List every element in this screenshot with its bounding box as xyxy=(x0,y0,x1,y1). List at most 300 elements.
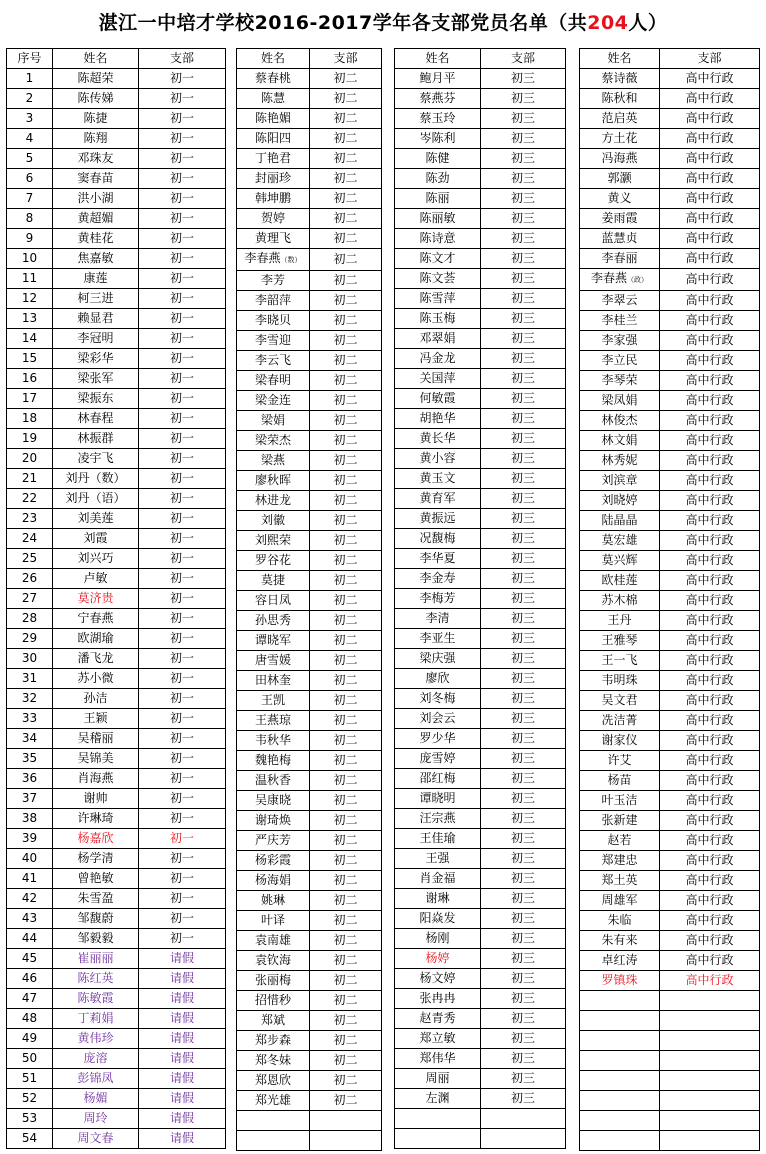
table-row xyxy=(395,629,566,649)
table-row xyxy=(395,489,566,509)
member-branch: 高中行政 xyxy=(660,851,760,871)
member-branch: 高中行政 xyxy=(660,311,760,331)
member-name-text: 焦嘉敏 xyxy=(77,251,114,265)
member-branch: 初三 xyxy=(481,1029,566,1049)
member-branch: 初三 xyxy=(481,629,566,649)
member-name-text: 李立民 xyxy=(601,353,638,367)
member-branch: 初一 xyxy=(139,109,226,129)
member-name-text: 吴锦美 xyxy=(77,751,114,765)
member-branch: 高中行政 xyxy=(660,229,760,249)
table-row xyxy=(237,911,382,931)
member-name-text: 黄小容 xyxy=(419,451,456,465)
row-number: 32 xyxy=(7,689,53,709)
table-row xyxy=(237,189,382,209)
member-name-text: 梁彩华 xyxy=(77,351,114,365)
member-name xyxy=(580,149,660,169)
empty-cell xyxy=(310,1131,382,1151)
member-name-text: 范启英 xyxy=(601,111,638,125)
table-row xyxy=(7,649,226,669)
member-branch: 初三 xyxy=(481,889,566,909)
table-row xyxy=(580,531,760,551)
member-branch: 初三 xyxy=(481,829,566,849)
table-row xyxy=(7,389,226,409)
member-name xyxy=(237,311,310,331)
member-name xyxy=(580,951,660,971)
member-name xyxy=(580,851,660,871)
member-name xyxy=(53,1049,139,1069)
member-branch: 高中行政 xyxy=(660,691,760,711)
table-row xyxy=(580,931,760,951)
empty-cell xyxy=(580,1111,660,1131)
empty-cell xyxy=(395,1109,481,1129)
member-name xyxy=(395,309,481,329)
header-name: 姓名 xyxy=(395,49,481,69)
member-name xyxy=(237,1011,310,1031)
member-name xyxy=(53,949,139,969)
member-name-text: 廖欣 xyxy=(425,671,450,685)
member-name xyxy=(53,169,139,189)
member-branch: 高中行政 xyxy=(660,791,760,811)
member-branch: 初一 xyxy=(139,229,226,249)
member-branch: 初一 xyxy=(139,469,226,489)
member-branch: 初一 xyxy=(139,749,226,769)
header-branch: 支部 xyxy=(660,49,760,69)
table-row xyxy=(395,969,566,989)
member-branch: 初一 xyxy=(139,369,226,389)
member-name-text: 陈超荣 xyxy=(77,71,114,85)
member-table-group-1 xyxy=(6,48,226,1149)
member-name xyxy=(237,371,310,391)
table-row xyxy=(395,549,566,569)
member-name-text: 何敏霞 xyxy=(419,391,456,405)
member-branch: 高中行政 xyxy=(660,671,760,691)
member-name xyxy=(395,809,481,829)
member-name-text: 黄伟珍 xyxy=(77,1031,114,1045)
member-branch: 初三 xyxy=(481,309,566,329)
member-name-text: 叶玉洁 xyxy=(601,793,638,807)
member-name xyxy=(395,649,481,669)
member-branch: 初一 xyxy=(139,189,226,209)
table-row xyxy=(395,529,566,549)
member-name xyxy=(237,331,310,351)
header-name: 姓名 xyxy=(237,49,310,69)
member-branch: 初一 xyxy=(139,929,226,949)
table-row xyxy=(7,369,226,389)
row-number: 28 xyxy=(7,609,53,629)
table-row xyxy=(7,329,226,349)
member-name-text: 梁金连 xyxy=(254,393,291,407)
member-name xyxy=(395,509,481,529)
table-row xyxy=(580,511,760,531)
table-row xyxy=(580,411,760,431)
table-row xyxy=(395,769,566,789)
table-row xyxy=(7,1069,226,1089)
table-row xyxy=(580,951,760,971)
member-name-text: 苏木棉 xyxy=(601,593,638,607)
member-name xyxy=(53,889,139,909)
table-row xyxy=(580,311,760,331)
table-row xyxy=(395,929,566,949)
member-branch: 初三 xyxy=(481,189,566,209)
member-branch: 高中行政 xyxy=(660,149,760,169)
member-branch: 初一 xyxy=(139,609,226,629)
member-name xyxy=(395,1089,481,1109)
member-branch: 初二 xyxy=(310,971,382,991)
member-name xyxy=(237,89,310,109)
row-number: 13 xyxy=(7,309,53,329)
member-name xyxy=(580,209,660,229)
member-name-text: 王丹 xyxy=(607,613,632,627)
member-branch: 高中行政 xyxy=(660,189,760,209)
member-name xyxy=(237,891,310,911)
row-number: 46 xyxy=(7,969,53,989)
member-name-text: 杨刚 xyxy=(425,931,450,945)
member-name-text: 陈诗意 xyxy=(419,231,456,245)
member-name-text: 凌宇飞 xyxy=(77,451,114,465)
member-name-text: 郭灏 xyxy=(607,171,632,185)
member-branch: 初二 xyxy=(310,791,382,811)
member-name xyxy=(580,169,660,189)
member-name-text: 冼洁菁 xyxy=(601,713,638,727)
member-name xyxy=(580,811,660,831)
member-name xyxy=(237,951,310,971)
member-name-text: 周雄军 xyxy=(601,893,638,907)
member-branch: 高中行政 xyxy=(660,931,760,951)
member-name-text: 刘兴巧 xyxy=(77,551,114,565)
member-name xyxy=(237,811,310,831)
member-name xyxy=(237,149,310,169)
member-name xyxy=(237,129,310,149)
member-name-text: 谢琳 xyxy=(425,891,450,905)
member-name xyxy=(237,431,310,451)
table-row xyxy=(580,149,760,169)
member-branch: 初二 xyxy=(310,391,382,411)
table-row xyxy=(395,1029,566,1049)
table-row xyxy=(580,971,760,991)
empty-cell xyxy=(580,1071,660,1091)
member-count: 204 xyxy=(587,12,629,34)
table-row xyxy=(237,89,382,109)
member-name xyxy=(580,291,660,311)
member-name-text: 袁钦海 xyxy=(254,953,291,967)
member-branch: 请假 xyxy=(139,1009,226,1029)
row-number: 16 xyxy=(7,369,53,389)
member-name xyxy=(53,729,139,749)
table-row xyxy=(580,771,760,791)
member-branch: 高中行政 xyxy=(660,951,760,971)
table-row xyxy=(7,209,226,229)
table-row xyxy=(395,169,566,189)
table-row xyxy=(580,109,760,129)
member-name-text: 莫兴辉 xyxy=(601,553,638,567)
member-branch: 高中行政 xyxy=(660,891,760,911)
member-branch: 初一 xyxy=(139,389,226,409)
table-row xyxy=(7,629,226,649)
empty-cell xyxy=(580,1051,660,1071)
member-name xyxy=(395,69,481,89)
member-branch: 初一 xyxy=(139,529,226,549)
member-name xyxy=(395,709,481,729)
table-row xyxy=(237,1031,382,1051)
member-name xyxy=(53,189,139,209)
member-name xyxy=(237,169,310,189)
table-row xyxy=(7,129,226,149)
row-number: 47 xyxy=(7,989,53,1009)
member-name-text: 林俊杰 xyxy=(601,413,638,427)
member-name-text: 丁莉娟 xyxy=(77,1011,114,1025)
member-name xyxy=(53,489,139,509)
member-branch: 初三 xyxy=(481,269,566,289)
member-name-text: 宁春燕 xyxy=(77,611,114,625)
table-row xyxy=(580,269,760,291)
table-row xyxy=(395,709,566,729)
member-name-text: 韦秋华 xyxy=(254,733,291,747)
table-row xyxy=(7,689,226,709)
member-name-text: 李芳 xyxy=(260,273,285,287)
table-row xyxy=(395,69,566,89)
row-number: 10 xyxy=(7,249,53,269)
member-name-text: 杨学清 xyxy=(77,851,114,865)
member-name-text: 岑陈利 xyxy=(419,131,456,145)
empty-cell xyxy=(580,1011,660,1031)
title-prefix: 湛江一中培才学校2016-2017学年各支部党员名单（共 xyxy=(98,12,588,34)
empty-row xyxy=(237,1131,382,1151)
table-row xyxy=(237,711,382,731)
member-name-text: 肖金福 xyxy=(419,871,456,885)
member-name-text: 李云飞 xyxy=(254,353,291,367)
table-row xyxy=(395,149,566,169)
member-branch: 初二 xyxy=(310,571,382,591)
member-branch: 高中行政 xyxy=(660,871,760,891)
empty-row xyxy=(395,1129,566,1149)
table-row xyxy=(7,1029,226,1049)
member-name xyxy=(53,1009,139,1029)
table-row xyxy=(237,771,382,791)
member-name xyxy=(580,551,660,571)
member-name xyxy=(53,669,139,689)
member-name-text: 丁艳君 xyxy=(254,151,291,165)
member-name xyxy=(580,531,660,551)
member-name xyxy=(237,651,310,671)
member-branch: 请假 xyxy=(139,1049,226,1069)
empty-row xyxy=(237,1111,382,1131)
member-branch: 初二 xyxy=(310,751,382,771)
table-row xyxy=(7,829,226,849)
table-row xyxy=(580,791,760,811)
member-name-note: （政） xyxy=(627,276,648,284)
member-table-group-4 xyxy=(579,48,760,1151)
member-name-text: 谭晓军 xyxy=(254,633,291,647)
member-branch: 初二 xyxy=(310,311,382,331)
member-branch: 初一 xyxy=(139,769,226,789)
member-name-text: 刘冬梅 xyxy=(419,691,456,705)
member-name xyxy=(395,1049,481,1069)
member-branch: 初一 xyxy=(139,849,226,869)
member-name xyxy=(395,109,481,129)
table-row xyxy=(395,729,566,749)
table-row xyxy=(580,891,760,911)
member-name xyxy=(580,331,660,351)
member-name-text: 林春程 xyxy=(77,411,114,425)
member-name xyxy=(395,329,481,349)
member-name xyxy=(237,249,310,271)
member-branch: 请假 xyxy=(139,949,226,969)
member-branch: 高中行政 xyxy=(660,169,760,189)
table-row xyxy=(580,711,760,731)
table-row xyxy=(580,451,760,471)
member-name xyxy=(237,411,310,431)
member-name-text: 彭锦凤 xyxy=(77,1071,114,1085)
member-branch: 高中行政 xyxy=(660,431,760,451)
member-name xyxy=(395,169,481,189)
member-branch: 初二 xyxy=(310,169,382,189)
table-row xyxy=(395,389,566,409)
table-row xyxy=(395,749,566,769)
member-branch: 初三 xyxy=(481,469,566,489)
member-name-text: 封丽珍 xyxy=(254,171,291,185)
member-name-text: 陈慧 xyxy=(260,91,285,105)
member-branch: 初三 xyxy=(481,909,566,929)
member-name xyxy=(395,129,481,149)
row-number: 5 xyxy=(7,149,53,169)
table-row xyxy=(580,69,760,89)
row-number: 54 xyxy=(7,1129,53,1149)
member-branch: 初一 xyxy=(139,149,226,169)
member-name xyxy=(395,429,481,449)
member-name-text: 苏小微 xyxy=(77,671,114,685)
member-name xyxy=(395,409,481,429)
member-name xyxy=(580,591,660,611)
member-name xyxy=(580,611,660,631)
row-number: 49 xyxy=(7,1029,53,1049)
row-number: 48 xyxy=(7,1009,53,1029)
table-row xyxy=(237,1051,382,1071)
table-row xyxy=(395,649,566,669)
member-branch: 初三 xyxy=(481,689,566,709)
member-name xyxy=(395,249,481,269)
row-number: 11 xyxy=(7,269,53,289)
member-branch: 初二 xyxy=(310,691,382,711)
member-name xyxy=(237,69,310,89)
table-row xyxy=(580,351,760,371)
empty-row xyxy=(580,1071,760,1091)
table-row xyxy=(7,1109,226,1129)
member-name-text: 阳焱发 xyxy=(419,911,456,925)
header-row xyxy=(580,49,760,69)
member-name xyxy=(395,89,481,109)
member-branch: 高中行政 xyxy=(660,291,760,311)
member-branch: 初三 xyxy=(481,69,566,89)
table-row xyxy=(7,489,226,509)
member-branch: 初一 xyxy=(139,689,226,709)
table-row xyxy=(580,911,760,931)
header-row xyxy=(237,49,382,69)
member-name-text: 方土花 xyxy=(601,131,638,145)
member-name xyxy=(580,671,660,691)
member-name xyxy=(395,589,481,609)
empty-cell xyxy=(660,1131,760,1151)
member-name xyxy=(580,691,660,711)
empty-cell xyxy=(237,1111,310,1131)
member-branch: 初三 xyxy=(481,929,566,949)
table-row xyxy=(237,891,382,911)
member-name-text: 李春燕 xyxy=(244,251,281,265)
member-name-text: 李春丽 xyxy=(601,251,638,265)
member-branch: 初二 xyxy=(310,249,382,271)
member-branch: 高中行政 xyxy=(660,69,760,89)
member-name-text: 莫济贵 xyxy=(77,591,114,605)
member-name-text: 莫捷 xyxy=(260,573,285,587)
member-branch: 初一 xyxy=(139,789,226,809)
table-row xyxy=(580,189,760,209)
table-row xyxy=(7,509,226,529)
member-name-text: 康莲 xyxy=(83,271,108,285)
table-row xyxy=(7,589,226,609)
member-branch: 初二 xyxy=(310,871,382,891)
member-name-text: 王凯 xyxy=(260,693,285,707)
member-name-text: 张冉冉 xyxy=(419,991,456,1005)
member-name xyxy=(237,591,310,611)
member-branch: 初一 xyxy=(139,909,226,929)
empty-row xyxy=(580,1131,760,1151)
member-name-text: 容日凤 xyxy=(254,593,291,607)
table-row xyxy=(237,351,382,371)
member-name xyxy=(237,229,310,249)
member-name-text: 田林奎 xyxy=(254,673,291,687)
member-table-group-3 xyxy=(394,48,566,1149)
member-name xyxy=(237,291,310,311)
member-name-text: 蔡玉玲 xyxy=(419,111,456,125)
member-branch: 初三 xyxy=(481,149,566,169)
member-branch: 初二 xyxy=(310,731,382,751)
member-name xyxy=(237,351,310,371)
member-name xyxy=(237,209,310,229)
member-name xyxy=(395,1029,481,1049)
table-row xyxy=(237,731,382,751)
member-name xyxy=(580,229,660,249)
member-name xyxy=(395,209,481,229)
member-branch: 请假 xyxy=(139,969,226,989)
member-branch: 高中行政 xyxy=(660,571,760,591)
member-branch: 初三 xyxy=(481,289,566,309)
member-branch: 初二 xyxy=(310,611,382,631)
table-row xyxy=(237,591,382,611)
member-name-text: 李桂兰 xyxy=(601,313,638,327)
member-branch: 初三 xyxy=(481,589,566,609)
table-row xyxy=(7,169,226,189)
member-name-text: 郑步森 xyxy=(254,1033,291,1047)
member-name xyxy=(53,229,139,249)
member-branch: 高中行政 xyxy=(660,631,760,651)
member-name xyxy=(53,509,139,529)
empty-row xyxy=(580,1011,760,1031)
member-name-text: 李清 xyxy=(425,611,450,625)
member-name xyxy=(580,431,660,451)
member-branch: 初三 xyxy=(481,449,566,469)
row-number: 30 xyxy=(7,649,53,669)
member-branch: 初一 xyxy=(139,309,226,329)
member-name xyxy=(395,689,481,709)
member-name-text: 蓝慧贞 xyxy=(601,231,638,245)
member-branch: 初三 xyxy=(481,669,566,689)
member-branch: 初一 xyxy=(139,129,226,149)
member-name xyxy=(53,569,139,589)
member-branch: 初一 xyxy=(139,329,226,349)
member-name xyxy=(580,511,660,531)
row-number: 26 xyxy=(7,569,53,589)
table-row xyxy=(580,731,760,751)
table-row xyxy=(395,869,566,889)
